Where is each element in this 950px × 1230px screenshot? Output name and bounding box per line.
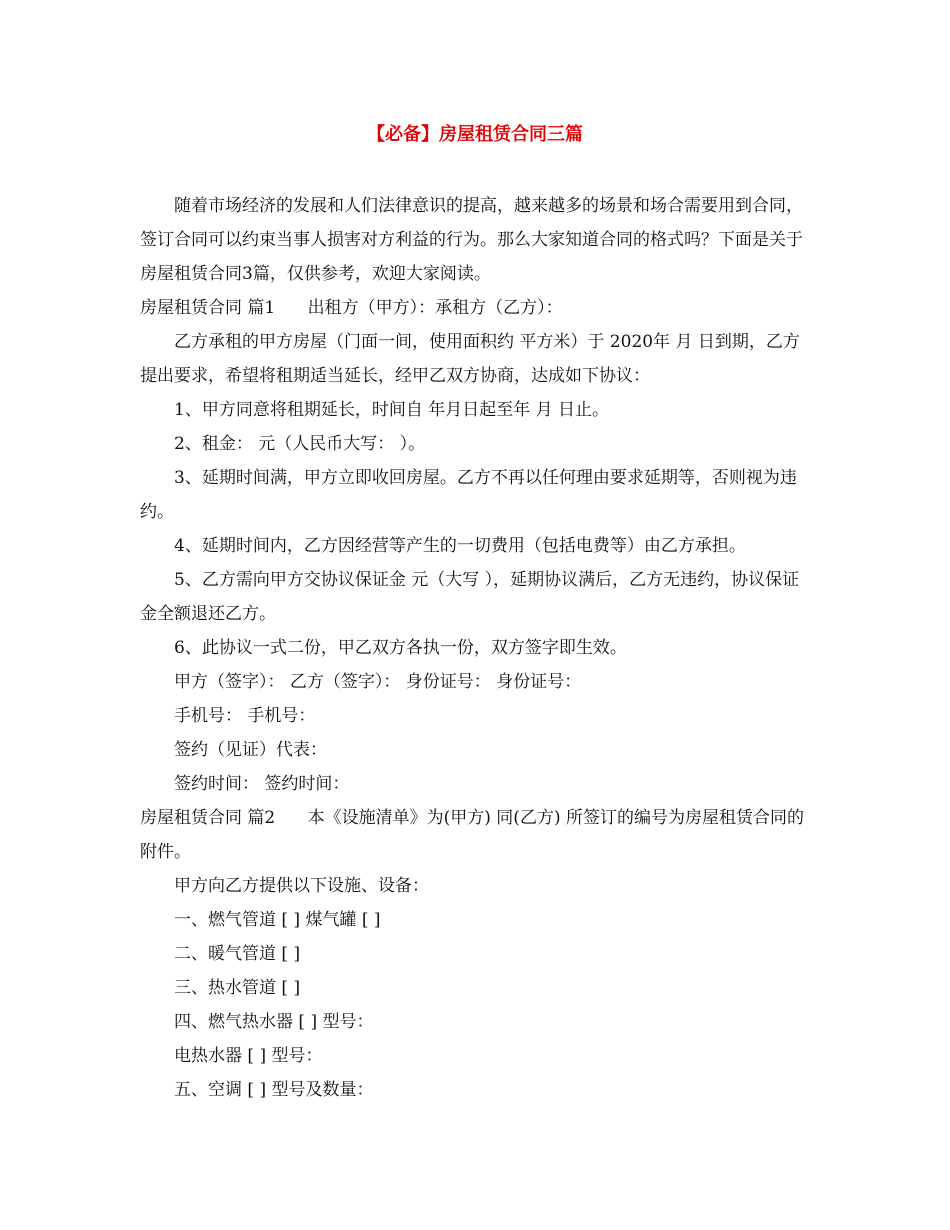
paragraph: 签约（见证）代表：	[174, 740, 327, 760]
paragraph: 甲方（签字）： 乙方（签字）： 身份证号： 身份证号：	[174, 672, 582, 692]
document-title: 【必备】房屋租赁合同三篇	[367, 124, 583, 145]
paragraph: 二、暖气管道 [ ]	[174, 944, 301, 964]
paragraph: 房屋租赁合同 篇1 出租方（甲方）：承租方（乙方）：	[140, 298, 563, 318]
paragraph: 1、甲方同意将租期延长，时间自 年月日起至年 月 日止。	[174, 400, 610, 420]
paragraph: 5、乙方需向甲方交协议保证金 元（大写 ），延期协议满后，乙方无违约，协议保证金全额退还乙方。	[140, 570, 800, 624]
document-body	[140, 189, 815, 1107]
paragraph: 甲方向乙方提供以下设施、设备：	[174, 876, 429, 896]
paragraph: 6、此协议一式二份，甲乙双方各执一份，双方签字即生效。	[174, 638, 627, 658]
paragraph: 乙方承租的甲方房屋（门面一间，使用面积约 平方米）于 2020年 月 日到期，乙方提出要求，希望将租期适当延长，经甲乙双方协商，达成如下协议：	[140, 332, 800, 386]
paragraph: 2、租金： 元（人民币大写： ）。	[174, 434, 426, 454]
paragraph: 房屋租赁合同 篇2 本《设施清单》为(甲方) 同(乙方) 所签订的编号为房屋租赁合同的附件。	[140, 808, 804, 862]
paragraph: 签约时间： 签约时间：	[174, 774, 350, 794]
paragraph: 五、空调 [ ] 型号及数量：	[174, 1080, 374, 1100]
paragraph: 三、热水管道 [ ]	[174, 978, 301, 998]
paragraph: 一、燃气管道 [ ] 煤气罐 [ ]	[174, 910, 381, 930]
paragraph: 四、燃气热水器 [ ] 型号：	[174, 1012, 374, 1032]
paragraph: 4、延期时间内，乙方因经营等产生的一切费用（包括电费等）由乙方承担。	[174, 536, 746, 556]
paragraph: 随着市场经济的发展和人们法律意识的提高，越来越多的场景和场合需要用到合同，签订合同可以约束当事人损害对方利益的行为。那么大家知道合同的格式吗？下面是关于房屋租赁合同3篇，仅供参考，欢迎大家阅读。	[140, 196, 803, 284]
paragraph: 手机号： 手机号：	[174, 706, 316, 726]
paragraph: 电热水器 [ ] 型号：	[174, 1046, 323, 1066]
paragraph: 3、延期时间满，甲方立即收回房屋。乙方不再以任何理由要求延期等，否则视为违约。	[140, 468, 797, 522]
